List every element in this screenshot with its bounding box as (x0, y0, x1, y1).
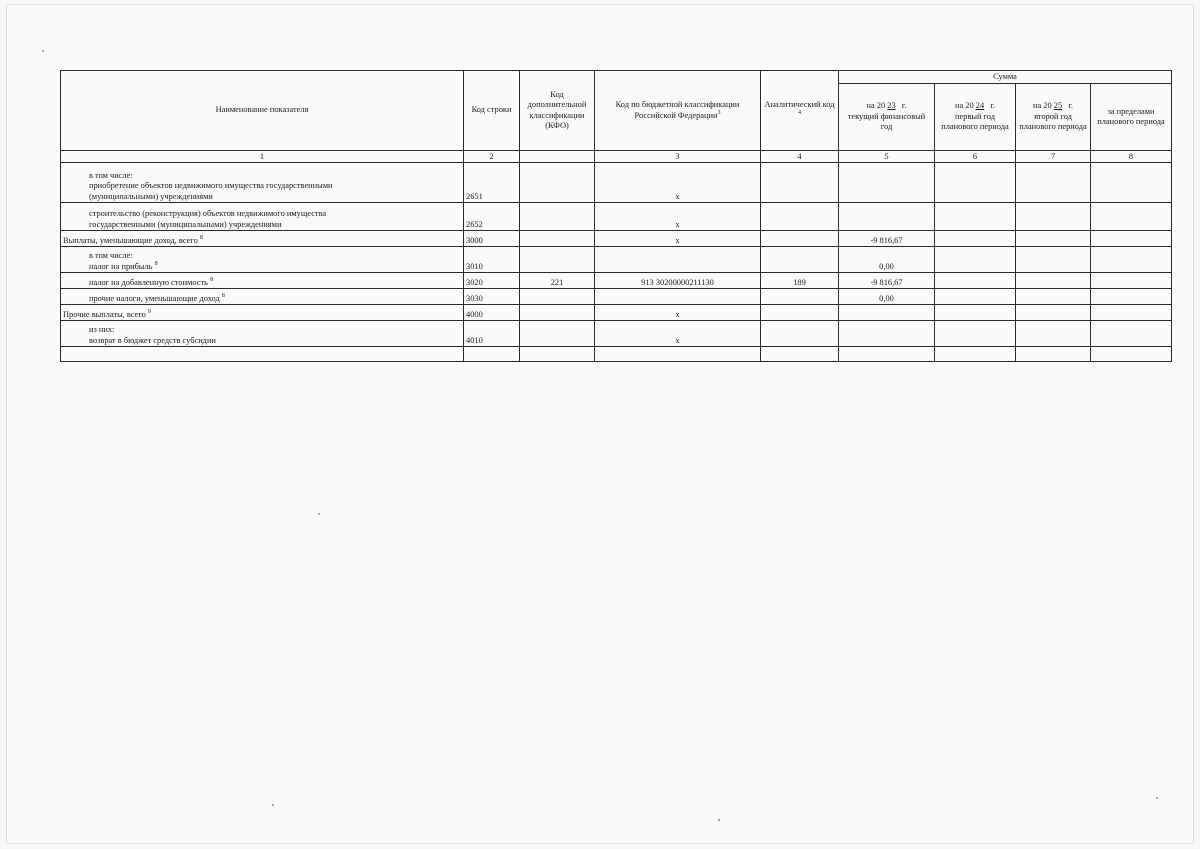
row-4010-bk: х (595, 321, 761, 347)
table-row-2651 (61, 163, 1172, 203)
row-2652-name (61, 203, 464, 231)
col-number: 3 (595, 151, 761, 163)
row-2652-bk: х (595, 203, 761, 231)
row-2652-y2 (935, 203, 1016, 231)
row-3020-analytic: 189 (761, 273, 839, 289)
row-3000-y3 (1016, 231, 1091, 247)
empty-cell (839, 347, 935, 362)
row-2651-y2 (935, 163, 1016, 203)
header-line-code: Код строки (464, 71, 520, 151)
header-year-2 (935, 84, 1016, 151)
row-4010-y1 (839, 321, 935, 347)
y1-suffix: г. (901, 101, 907, 111)
scan-speck (272, 804, 274, 806)
y1-year: 23 (887, 101, 896, 111)
row-3010-sup: 8 (154, 260, 158, 267)
empty-cell (935, 347, 1016, 362)
row-3030-bk (595, 289, 761, 305)
header-bk-sup: 3 (717, 109, 721, 116)
row-3010-bk (595, 247, 761, 273)
row-4000-y3 (1016, 305, 1091, 321)
row-4000-label: Прочие выплаты, всего (63, 309, 146, 319)
table-row-3030 (61, 289, 1172, 305)
row-3000-name (61, 231, 464, 247)
row-3020-name (61, 273, 464, 289)
row-2652-line1: строительство (реконструкция) объектов недвижимого имущества (89, 209, 327, 218)
col-number: 1 (61, 151, 464, 163)
row-3010-beyond (1091, 247, 1172, 273)
empty-cell (761, 347, 839, 362)
table-row-empty (61, 347, 1172, 362)
row-3020-y2 (935, 273, 1016, 289)
row-3000-kfo (520, 231, 595, 247)
col-number: 8 (1091, 151, 1172, 163)
row-3020-kfo: 221 (520, 273, 595, 289)
row-3010-y1: 0,00 (839, 247, 935, 273)
header-sum: Сумма (839, 71, 1172, 84)
row-3010-y2 (935, 247, 1016, 273)
row-3010-analytic (761, 247, 839, 273)
row-4000-y1 (839, 305, 935, 321)
header-year-1 (839, 84, 935, 151)
y3-prefix: на 20 (1032, 101, 1052, 111)
y3-desc: второй год планового периода (1019, 111, 1087, 132)
row-4010-kfo (520, 321, 595, 347)
row-4010-analytic (761, 321, 839, 347)
row-3000-bk: х (595, 231, 761, 247)
y1-prefix: на 20 (866, 101, 886, 111)
row-4010-name (61, 321, 464, 347)
header-analytic-text: Аналитический код (764, 100, 835, 109)
row-3010-y3 (1016, 247, 1091, 273)
y3-year: 25 (1053, 101, 1063, 111)
header-name: Наименование показателя (61, 71, 464, 151)
row-4010-code: 4010 (464, 321, 520, 347)
col-number: 6 (935, 151, 1016, 163)
y2-year: 24 (975, 101, 985, 111)
row-2652-code: 2652 (464, 203, 520, 231)
row-2652-line2: государственными (муниципальными) учреждениями (89, 219, 282, 229)
row-4010-line2: возврат в бюджет средств субсидии (89, 335, 216, 345)
row-2651-analytic (761, 163, 839, 203)
y3-suffix: г. (1068, 101, 1073, 111)
row-3000-code: 3000 (464, 231, 520, 247)
col-number: 7 (1016, 151, 1091, 163)
table-row-3020 (61, 273, 1172, 289)
table-row-2652 (61, 203, 1172, 231)
row-2651-code: 2651 (464, 163, 520, 203)
row-3020-beyond (1091, 273, 1172, 289)
row-3020-y1: -9 816,67 (839, 273, 935, 289)
empty-cell (1091, 347, 1172, 362)
row-3030-analytic (761, 289, 839, 305)
header-analytic-sup: 4 (798, 109, 801, 116)
row-2651-line3: (муниципальными) учреждениями (89, 191, 213, 201)
scan-speck (718, 819, 720, 821)
row-4000-bk: х (595, 305, 761, 321)
scan-speck (318, 513, 320, 515)
row-3010-code: 3010 (464, 247, 520, 273)
row-2652-beyond (1091, 203, 1172, 231)
row-3000-y1: -9 816,67 (839, 231, 935, 247)
col-number: 4 (761, 151, 839, 163)
table-row-3000 (61, 231, 1172, 247)
budget-table (60, 70, 1172, 362)
row-3000-sup: 8 (199, 234, 203, 241)
row-2651-line2: приобретение объектов недвижимого имущества государственными (89, 181, 333, 190)
row-3010-line2: налог на прибыль (89, 261, 153, 271)
header-year-3 (1016, 84, 1091, 151)
row-3030-y2 (935, 289, 1016, 305)
y2-prefix: на 20 (954, 101, 974, 111)
empty-cell (1016, 347, 1091, 362)
row-4010-beyond (1091, 321, 1172, 347)
table-row-4000 (61, 305, 1172, 321)
row-2651-bk: х (595, 163, 761, 203)
row-3030-y3 (1016, 289, 1091, 305)
row-3010-kfo (520, 247, 595, 273)
row-3030-y1: 0,00 (839, 289, 935, 305)
row-2652-analytic (761, 203, 839, 231)
scan-speck (42, 50, 44, 52)
table-row-4010 (61, 321, 1172, 347)
header-bk-text: Код по бюджетной классификации Российской Федерации (615, 100, 740, 120)
row-4000-sup: 9 (147, 308, 151, 315)
row-3020-label: налог на добавленную стоимость (89, 277, 208, 287)
row-3020-code: 3020 (464, 273, 520, 289)
row-2651-y3 (1016, 163, 1091, 203)
row-4000-beyond (1091, 305, 1172, 321)
empty-cell (61, 347, 464, 362)
row-3030-label: прочие налоги, уменьшающие доход (89, 293, 220, 303)
empty-cell (595, 347, 761, 362)
row-2651-name (61, 163, 464, 203)
row-2652-kfo (520, 203, 595, 231)
column-numbers-row (61, 151, 1172, 163)
row-3000-beyond (1091, 231, 1172, 247)
row-3030-sup: 8 (221, 292, 225, 299)
row-3030-name (61, 289, 464, 305)
row-2651-line1: в том числе: (89, 170, 133, 180)
row-3010-line1: в том числе: (89, 251, 133, 260)
row-3030-beyond (1091, 289, 1172, 305)
header-analytic (761, 71, 839, 151)
row-4000-kfo (520, 305, 595, 321)
empty-cell (520, 347, 595, 362)
row-3010-name (61, 247, 464, 273)
row-2651-beyond (1091, 163, 1172, 203)
document-sheet (6, 4, 1194, 844)
row-2651-y1 (839, 163, 935, 203)
row-2651-kfo (520, 163, 595, 203)
y1-desc: текущий финансовый год (847, 111, 926, 132)
row-3020-bk: 913 30200000211130 (595, 273, 761, 289)
row-3020-sup: 8 (210, 276, 214, 283)
row-2652-y1 (839, 203, 935, 231)
header-kfo: Код дополнительной классификации (КФО) (520, 71, 595, 151)
y2-desc: первый год планового периода (941, 111, 1009, 132)
empty-cell (464, 347, 520, 362)
y2-suffix: г. (990, 101, 995, 111)
row-4010-line1: из них: (89, 325, 115, 334)
col-number (520, 151, 595, 163)
table-row-3010 (61, 247, 1172, 273)
row-4000-y2 (935, 305, 1016, 321)
scan-speck (1156, 797, 1158, 799)
row-4000-name (61, 305, 464, 321)
row-4010-y3 (1016, 321, 1091, 347)
row-3000-analytic (761, 231, 839, 247)
header-bk (595, 71, 761, 151)
row-4010-y2 (935, 321, 1016, 347)
row-3000-y2 (935, 231, 1016, 247)
row-3030-kfo (520, 289, 595, 305)
col-number: 5 (839, 151, 935, 163)
row-3030-code: 3030 (464, 289, 520, 305)
row-4000-analytic (761, 305, 839, 321)
col-number: 2 (464, 151, 520, 163)
row-3000-label: Выплаты, уменьшающие доход, всего (63, 235, 198, 245)
row-4000-code: 4000 (464, 305, 520, 321)
row-3020-y3 (1016, 273, 1091, 289)
row-2652-y3 (1016, 203, 1091, 231)
header-beyond: за пределами планового периода (1091, 84, 1172, 151)
